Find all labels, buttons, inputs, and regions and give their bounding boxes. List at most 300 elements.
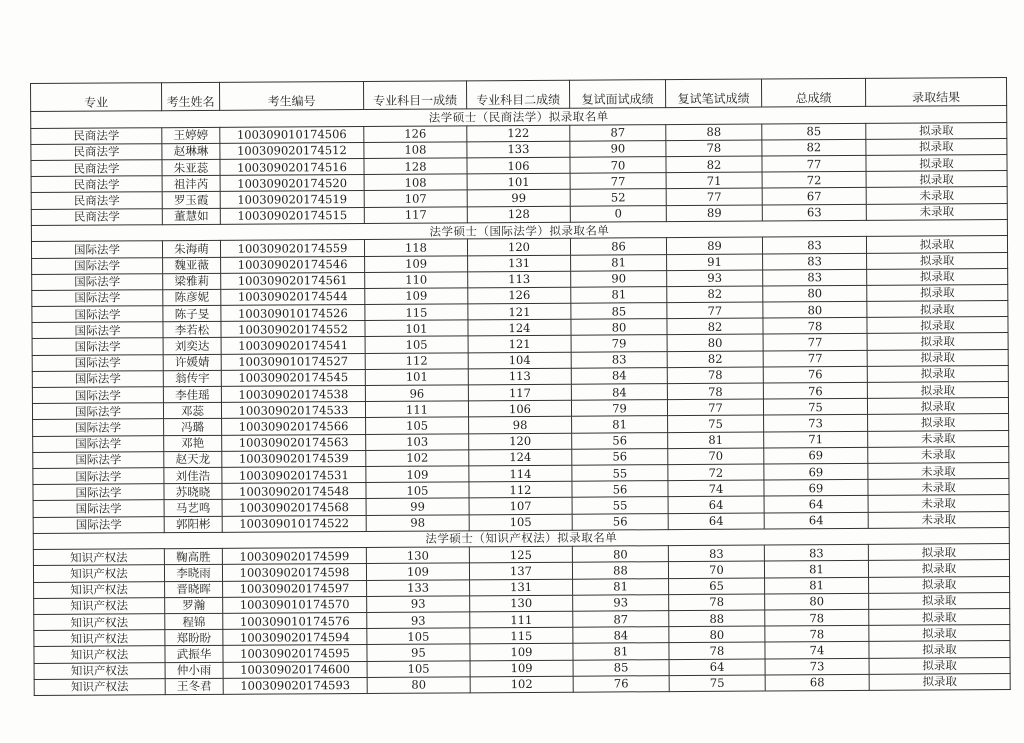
cell-subject1: 105 [367,660,470,677]
cell-total: 77 [763,334,867,351]
cell-id: 100309020174512 [220,142,364,159]
cell-interview: 0 [570,205,666,222]
cell-interview: 85 [573,659,669,676]
cell-result: 拟录取 [866,236,1007,253]
cell-id: 100309020174595 [223,645,367,662]
cell-written: 78 [667,367,763,384]
cell-subject2: 117 [468,384,571,401]
cell-name: 冯璐 [164,419,222,436]
cell-subject1: 112 [365,352,468,369]
col-subject2: 专业科目二成绩 [466,80,569,109]
cell-result: 拟录取 [866,138,1007,155]
cell-major: 国际法学 [32,322,163,339]
cell-subject1: 95 [367,644,470,661]
cell-subject1: 105 [365,336,468,353]
cell-subject2: 113 [468,368,571,385]
cell-subject2: 109 [470,644,573,661]
cell-subject2: 131 [470,579,573,596]
cell-subject1: 107 [364,190,467,207]
cell-total: 63 [762,204,866,221]
cell-interview: 86 [570,238,666,255]
cell-total: 74 [765,642,869,659]
cell-id: 100309020174546 [221,256,365,273]
cell-subject1: 118 [364,239,467,256]
col-subject1: 专业科目一成绩 [363,81,466,110]
cell-name: 程锦 [165,613,223,630]
cell-name: 郭阳彬 [164,516,222,533]
cell-result: 拟录取 [869,673,1010,690]
cell-name: 李若松 [163,322,221,339]
cell-result: 未录取 [868,430,1009,447]
cell-total: 83 [763,269,867,286]
cell-major: 国际法学 [32,338,163,355]
cell-interview: 79 [571,335,667,352]
cell-written: 64 [668,513,764,530]
cell-name: 赵天龙 [164,451,222,468]
cell-major: 国际法学 [33,516,164,533]
cell-result: 拟录取 [867,317,1008,334]
cell-major: 国际法学 [32,290,163,307]
cell-interview: 81 [571,286,667,303]
cell-major: 知识产权法 [34,614,165,631]
cell-subject1: 103 [366,433,469,450]
cell-major: 民商法学 [31,160,162,177]
cell-written: 65 [669,578,765,595]
cell-id: 100309020174544 [221,288,365,305]
cell-subject1: 130 [366,547,469,564]
cell-subject1: 98 [366,514,469,531]
cell-result: 未录取 [868,446,1009,463]
cell-name: 晋晓晖 [165,581,223,598]
cell-major: 国际法学 [31,241,162,258]
cell-result: 拟录取 [869,592,1010,609]
cell-subject2: 107 [469,498,572,515]
cell-major: 民商法学 [31,192,162,209]
cell-result: 拟录取 [869,576,1010,593]
cell-interview: 88 [572,562,668,579]
cell-written: 78 [666,140,762,157]
cell-written: 80 [667,334,763,351]
cell-written: 77 [667,302,763,319]
cell-subject2: 104 [468,352,571,369]
cell-interview: 81 [572,416,668,433]
cell-major: 国际法学 [33,484,164,501]
cell-subject1: 109 [365,255,468,272]
cell-written: 82 [667,351,763,368]
cell-result: 拟录取 [869,625,1010,642]
cell-name: 祖沣芮 [162,175,220,192]
cell-result: 拟录取 [869,641,1010,658]
cell-subject1: 93 [367,612,470,629]
cell-total: 73 [765,658,869,675]
cell-result: 拟录取 [866,122,1007,139]
cell-written: 82 [666,156,762,173]
cell-result: 拟录取 [869,609,1010,626]
cell-id: 100309020174599 [222,548,366,565]
cell-interview: 84 [573,627,669,644]
cell-major: 知识产权法 [34,630,165,647]
col-id: 考生编号 [219,81,363,110]
col-name: 考生姓名 [162,82,220,110]
cell-written: 74 [668,480,764,497]
cell-id: 100309010174506 [220,126,364,143]
cell-interview: 76 [573,675,669,692]
cell-subject2: 109 [470,660,573,677]
cell-subject2: 130 [470,595,573,612]
cell-id: 100309020174515 [220,207,364,224]
cell-id: 100309020174597 [223,580,367,597]
cell-interview: 80 [571,319,667,336]
cell-written: 64 [669,659,765,676]
cell-written: 75 [669,675,765,692]
cell-subject1: 115 [365,304,468,321]
cell-subject1: 117 [364,206,467,223]
cell-id: 100309020174548 [222,483,366,500]
cell-name: 罗玉霞 [162,192,220,209]
cell-name: 朱亚蕊 [162,159,220,176]
col-major: 专业 [31,83,162,112]
cell-interview: 85 [571,303,667,320]
cell-written: 81 [668,432,764,449]
cell-subject2: 122 [467,125,570,142]
cell-subject1: 111 [365,401,468,418]
cell-name: 邓蕊 [163,403,221,420]
cell-interview: 83 [571,351,667,368]
cell-result: 未录取 [868,495,1009,512]
cell-id: 100309020174600 [223,661,367,678]
cell-name: 苏晓晓 [164,483,222,500]
cell-name: 陈子旻 [163,305,221,322]
cell-name: 董慧如 [162,208,220,225]
cell-id: 100309020174545 [221,369,365,386]
cell-major: 民商法学 [31,176,162,193]
cell-name: 陈彦妮 [163,289,221,306]
col-result: 录取结果 [865,78,1006,107]
cell-major: 国际法学 [32,387,163,404]
cell-id: 100309010174576 [223,612,367,629]
cell-subject2: 131 [468,255,571,272]
cell-written: 71 [666,172,762,189]
cell-name: 李晓雨 [164,565,222,582]
cell-id: 100309020174594 [223,629,367,646]
col-interview: 复试面试成绩 [569,80,665,109]
cell-name: 李佳瑶 [163,386,221,403]
cell-total: 69 [764,463,868,480]
cell-written: 77 [666,188,762,205]
cell-subject2: 106 [467,157,570,174]
cell-major: 民商法学 [31,127,162,144]
cell-total: 68 [765,674,869,691]
cell-total: 67 [762,188,866,205]
cell-subject2: 112 [469,481,572,498]
cell-written: 78 [669,642,765,659]
cell-id: 100309020174568 [222,499,366,516]
cell-name: 武振华 [165,646,223,663]
cell-subject1: 110 [365,272,468,289]
cell-subject1: 99 [366,498,469,515]
cell-subject1: 109 [365,288,468,305]
cell-subject1: 93 [367,596,470,613]
cell-subject1: 105 [367,628,470,645]
cell-total: 78 [763,318,867,335]
cell-subject2: 99 [467,190,570,207]
cell-major: 国际法学 [32,306,163,323]
cell-total: 75 [763,399,867,416]
cell-major: 民商法学 [31,208,162,225]
cell-subject2: 102 [470,676,573,693]
cell-written: 89 [666,205,762,222]
cell-result: 拟录取 [868,560,1009,577]
cell-total: 83 [764,545,868,562]
cell-interview: 87 [570,124,666,141]
cell-id: 100309020174533 [221,402,365,419]
admission-table [30,77,1011,696]
cell-major: 国际法学 [32,257,163,274]
cell-id: 100309010174526 [221,305,365,322]
cell-name: 王婷婷 [162,127,220,144]
cell-subject2: 120 [467,239,570,256]
cell-total: 80 [763,285,867,302]
cell-written: 88 [669,610,765,627]
cell-major: 国际法学 [33,435,164,452]
cell-major: 知识产权法 [34,662,165,679]
cell-name: 魏亚薇 [163,257,221,274]
section-title: 法学硕士（民商法学）拟录取名单 [31,106,1007,129]
cell-written: 77 [667,399,763,416]
cell-total: 72 [762,172,866,189]
cell-subject2: 113 [468,271,571,288]
cell-total: 82 [762,139,866,156]
cell-result: 拟录取 [866,171,1007,188]
cell-written: 75 [668,415,764,432]
cell-interview: 55 [572,465,668,482]
cell-total: 81 [764,561,868,578]
cell-major: 国际法学 [32,273,163,290]
cell-result: 拟录取 [867,333,1008,350]
cell-interview: 87 [573,611,669,628]
cell-total: 64 [764,496,868,513]
cell-id: 100309020174566 [222,418,366,435]
cell-subject2: 126 [468,287,571,304]
cell-id: 100309020174563 [222,434,366,451]
cell-major: 知识产权法 [34,598,165,615]
cell-subject1: 108 [364,142,467,159]
cell-name: 许媛婧 [163,354,221,371]
cell-subject1: 101 [365,320,468,337]
cell-written: 93 [667,270,763,287]
cell-subject1: 101 [365,369,468,386]
cell-total: 78 [765,626,869,643]
cell-result: 未录取 [868,511,1009,528]
cell-subject2: 101 [467,173,570,190]
cell-subject1: 80 [367,677,470,694]
cell-name: 王冬君 [165,678,223,695]
cell-total: 76 [763,366,867,383]
cell-total: 77 [763,350,867,367]
cell-subject1: 109 [366,466,469,483]
col-total: 总成绩 [761,78,865,107]
cell-result: 拟录取 [867,301,1008,318]
cell-subject2: 137 [469,563,572,580]
cell-written: 82 [667,318,763,335]
cell-subject2: 115 [470,627,573,644]
cell-name: 翁传宇 [163,370,221,387]
cell-subject1: 108 [364,174,467,191]
cell-result: 未录取 [866,203,1007,220]
cell-written: 78 [669,594,765,611]
cell-written: 91 [667,254,763,271]
cell-id: 100309020174519 [220,191,364,208]
cell-result: 未录取 [868,462,1009,479]
cell-total: 83 [762,237,866,254]
cell-id: 100309010174570 [223,596,367,613]
cell-major: 国际法学 [33,451,164,468]
cell-subject1: 105 [366,417,469,434]
cell-major: 知识产权法 [34,678,165,695]
cell-subject2: 114 [469,465,572,482]
cell-id: 100309010174522 [222,515,366,532]
cell-result: 拟录取 [869,657,1010,674]
cell-interview: 81 [573,578,669,595]
cell-name: 罗瀚 [165,597,223,614]
cell-interview: 90 [571,270,667,287]
cell-interview: 84 [571,384,667,401]
cell-major: 国际法学 [33,419,164,436]
cell-interview: 93 [573,594,669,611]
cell-name: 郑盼盼 [165,630,223,647]
cell-interview: 80 [572,546,668,563]
cell-major: 国际法学 [32,371,163,388]
cell-name: 邓艳 [164,435,222,452]
cell-subject1: 109 [366,563,469,580]
cell-result: 拟录取 [867,349,1008,366]
cell-result: 未录取 [868,479,1009,496]
cell-total: 73 [764,415,868,432]
cell-major: 国际法学 [32,403,163,420]
cell-interview: 56 [572,513,668,530]
cell-written: 88 [666,124,762,141]
cell-name: 朱海萌 [162,241,220,258]
cell-total: 69 [764,447,868,464]
cell-total: 71 [764,431,868,448]
cell-written: 64 [668,496,764,513]
cell-interview: 56 [572,481,668,498]
cell-written: 70 [668,448,764,465]
cell-result: 拟录取 [867,365,1008,382]
cell-major: 民商法学 [31,143,162,160]
cell-total: 80 [765,593,869,610]
cell-subject2: 124 [469,449,572,466]
cell-subject2: 105 [469,514,572,531]
cell-subject2: 121 [468,336,571,353]
cell-name: 赵琳琳 [162,143,220,160]
cell-written: 80 [669,626,765,643]
cell-result: 拟录取 [867,284,1008,301]
cell-written: 89 [666,237,762,254]
cell-result: 拟录取 [867,398,1008,415]
cell-written: 83 [668,545,764,562]
cell-interview: 90 [570,140,666,157]
cell-result: 未录取 [866,187,1007,204]
cell-id: 100309020174598 [222,564,366,581]
cell-major: 知识产权法 [34,581,165,598]
cell-subject1: 128 [364,158,467,175]
cell-name: 仲小雨 [165,662,223,679]
cell-subject2: 106 [468,400,571,417]
cell-subject2: 128 [467,206,570,223]
cell-written: 70 [668,561,764,578]
cell-total: 80 [763,301,867,318]
cell-id: 100309020174552 [221,321,365,338]
cell-major: 知识产权法 [34,646,165,663]
cell-subject2: 125 [469,546,572,563]
cell-subject1: 105 [366,482,469,499]
cell-total: 77 [762,155,866,172]
cell-id: 100309020174538 [221,385,365,402]
cell-written: 78 [667,383,763,400]
cell-total: 83 [763,253,867,270]
cell-total: 81 [765,577,869,594]
cell-major: 国际法学 [32,354,163,371]
cell-subject2: 121 [468,303,571,320]
cell-subject2: 111 [470,611,573,628]
cell-total: 85 [762,123,866,140]
cell-total: 64 [764,512,868,529]
cell-interview: 70 [570,157,666,174]
cell-id: 100309020174541 [221,337,365,354]
section-title: 法学硕士（知识产权法）拟录取名单 [33,527,1009,550]
cell-interview: 52 [570,189,666,206]
cell-interview: 56 [572,448,668,465]
cell-subject2: 133 [467,141,570,158]
cell-name: 马艺鸣 [164,500,222,517]
cell-id: 100309020174516 [220,158,364,175]
cell-result: 拟录取 [867,252,1008,269]
cell-name: 刘佳浩 [164,467,222,484]
col-written: 复试笔试成绩 [665,79,761,108]
cell-interview: 84 [571,367,667,384]
section-title: 法学硕士（国际法学）拟录取名单 [31,219,1007,242]
cell-result: 拟录取 [867,382,1008,399]
cell-major: 知识产权法 [33,549,164,566]
cell-subject1: 102 [366,450,469,467]
cell-id: 100309020174561 [221,272,365,289]
cell-major: 国际法学 [33,500,164,517]
cell-major: 国际法学 [33,468,164,485]
cell-name: 鞠高胜 [164,549,222,566]
cell-result: 拟录取 [868,544,1009,561]
cell-subject1: 96 [365,385,468,402]
cell-id: 100309020174559 [220,240,364,257]
cell-id: 100309020174531 [222,466,366,483]
cell-result: 拟录取 [867,268,1008,285]
cell-interview: 81 [573,643,669,660]
cell-total: 69 [764,480,868,497]
cell-interview: 77 [570,173,666,190]
cell-id: 100309020174593 [223,677,367,694]
cell-subject2: 124 [468,319,571,336]
cell-name: 刘奕达 [163,338,221,355]
cell-subject2: 98 [469,417,572,434]
cell-subject1: 133 [367,579,470,596]
cell-result: 拟录取 [866,155,1007,172]
cell-id: 100309020174539 [222,450,366,467]
cell-interview: 81 [571,254,667,271]
cell-result: 拟录取 [868,414,1009,431]
cell-total: 78 [765,609,869,626]
cell-subject2: 120 [469,433,572,450]
cell-interview: 55 [572,497,668,514]
